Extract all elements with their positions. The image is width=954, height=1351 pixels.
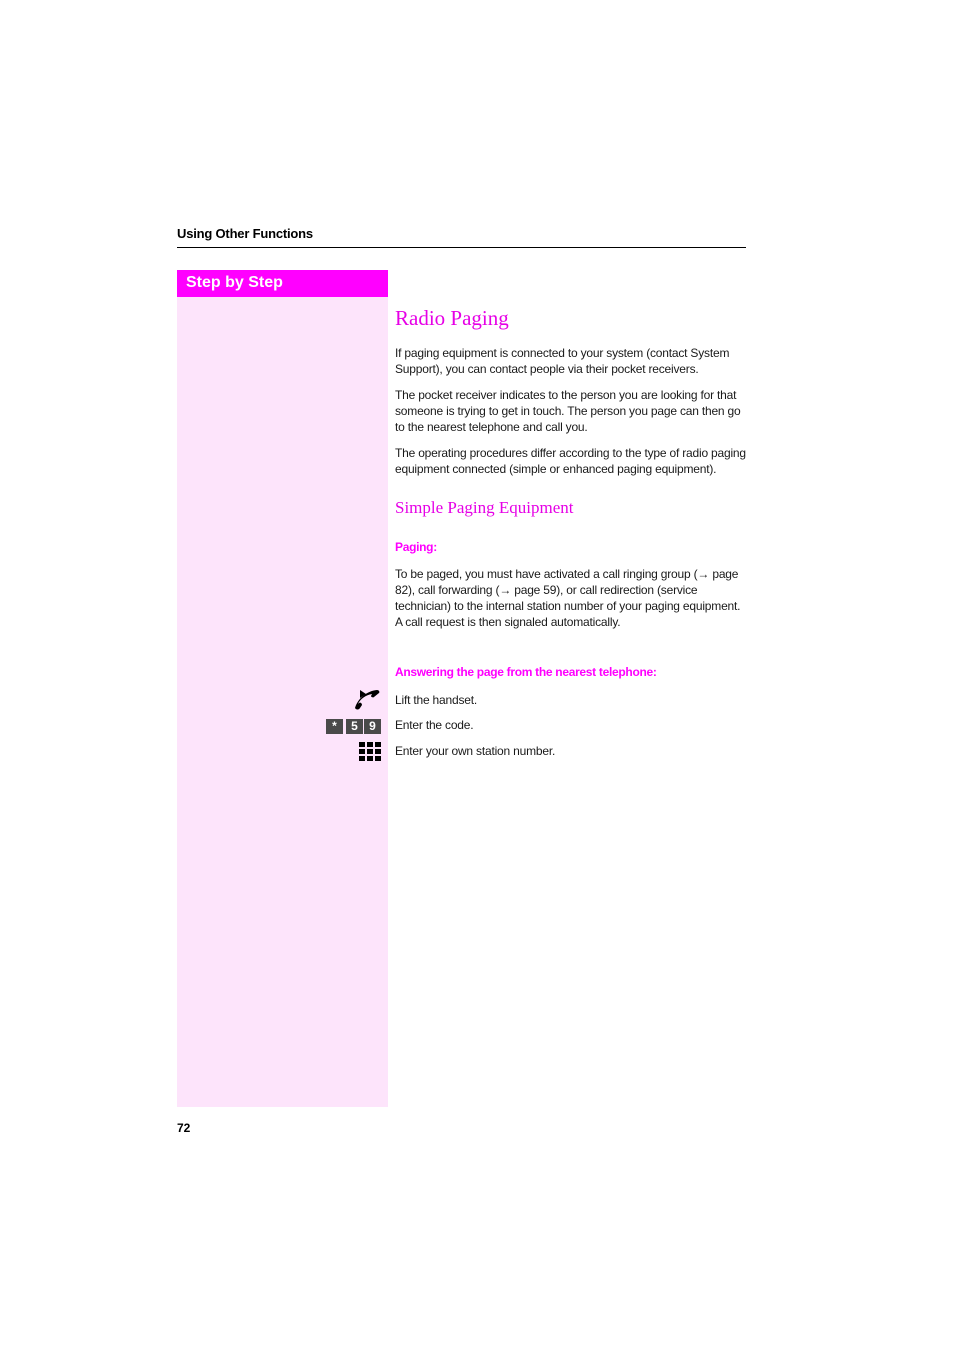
procedures-paragraph: The operating procedures differ according to the type of radio paging equipment connected (simple or enhanced paging equipment). [395,446,746,476]
arrow-right-icon: → [499,583,512,597]
arrow-right-icon: → [697,567,710,581]
answer-heading: Answering the page from the nearest telephone: [395,665,657,679]
subsection-title: Simple Paging Equipment [395,498,574,517]
key-star: * [326,719,343,734]
handset-lift-icon [352,689,382,711]
key-5: 5 [346,719,363,734]
section-title: Radio Paging [395,306,509,330]
header-title: Using Other Functions [177,226,313,241]
step-by-step-header [177,270,388,297]
step-lift-handset: Lift the handset. [395,693,477,707]
step-enter-station: Enter your own station number. [395,744,556,758]
page-header [177,226,746,248]
paging-heading: Paging: [395,540,437,554]
step-enter-code: Enter the code. [395,718,474,732]
paging-paragraph: To be paged, you must have activated a call ringing group (→ page 82), call forwarding (→ page 59), or call redirection (service technician) to the internal station number of your paging equipment. A call request is then signaled automatically. [395,567,741,629]
keypad-icon [359,742,381,763]
code-keys-icon [326,719,382,734]
intro-paragraph: If paging equipment is connected to your system (contact System Support), you can contact people via their pocket receivers. [395,346,730,376]
receiver-paragraph: The pocket receiver indicates to the person you are looking for that someone is trying to get in touch. The person you page can then go to the nearest telephone and call you. [395,388,741,434]
step-by-step-title: Step by Step [186,274,283,291]
key-9: 9 [364,719,381,734]
page-number: 72 [177,1121,191,1135]
